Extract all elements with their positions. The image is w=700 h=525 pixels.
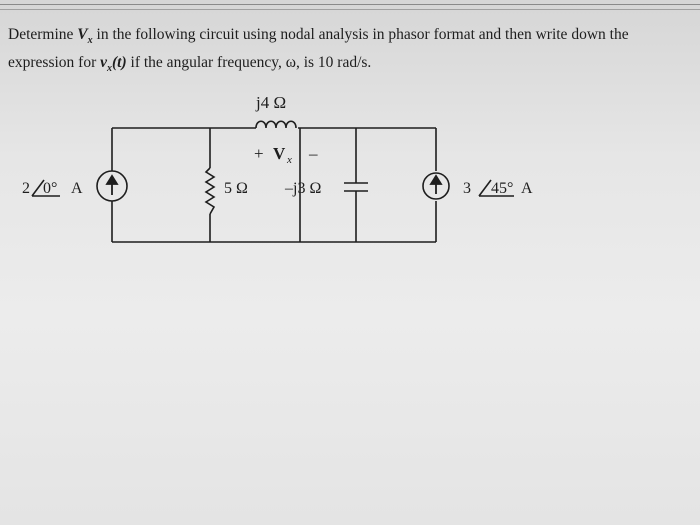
source-left-magnitude: 2: [22, 180, 30, 197]
arrow-head-icon-right: [431, 176, 441, 184]
var-Vx: V: [77, 26, 88, 43]
vx-label: V: [273, 144, 286, 163]
source-right-unit: A: [521, 180, 533, 197]
var-vx-sub: x: [107, 63, 113, 75]
resistor-symbol: [206, 168, 214, 214]
vx-sub: x: [287, 154, 292, 166]
problem-text-1b: in the following circuit using nodal analysis in phasor format and then write down the: [92, 26, 629, 43]
problem-text-1a: Determine: [8, 26, 78, 43]
resistor-label: 5 Ω: [224, 180, 248, 197]
capacitor-label: –j3 Ω: [285, 180, 322, 197]
var-t: (t): [112, 54, 127, 72]
problem-text-2b: if the angular frequency, ω, is 10 rad/s.: [126, 54, 372, 72]
inductor-symbol: [256, 121, 296, 128]
var-vx: v: [100, 54, 108, 72]
source-left-angle: 0°: [43, 180, 58, 197]
source-left-unit: A: [71, 180, 83, 197]
problem-text-2a: expression for: [8, 54, 101, 72]
inductor-label: j4 Ω: [256, 93, 287, 112]
vx-minus: –: [309, 144, 318, 163]
vx-plus: +: [254, 144, 264, 163]
source-right-magnitude: 3: [463, 180, 471, 197]
arrow-head-icon: [107, 176, 117, 184]
source-right-angle: 45°: [491, 180, 514, 197]
var-Vx-sub: x: [87, 35, 93, 47]
